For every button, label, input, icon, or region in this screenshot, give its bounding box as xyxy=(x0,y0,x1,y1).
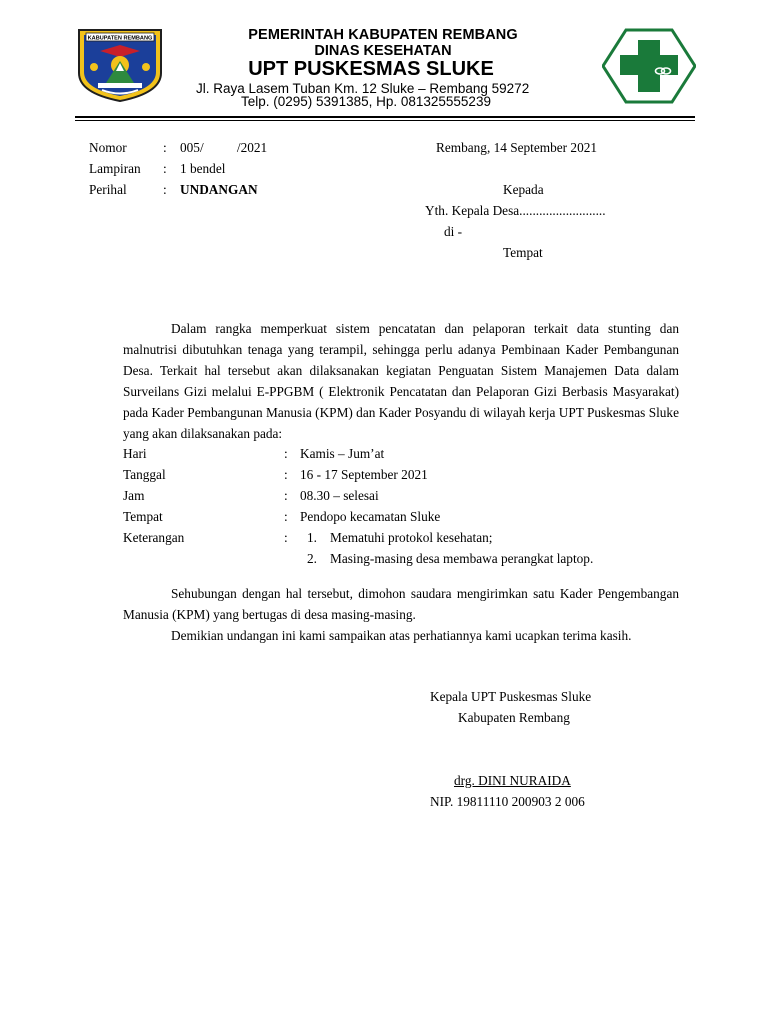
body-paragraph-1: Dalam rangka memperkuat sistem pencatatan dan pelaporan terkait data stunting dan malnutrisi dibutuhkan tenaga yang terampil, sehingga perlu adanya Pembinaan Kader Pembangunan Desa. Terkait hal tersebut akan dilaksanakan kegiatan Penguatan Sistem Manajemen Data dalam Surveilans Gizi melalui E-PPGBM ( Elektronik Pencatatan dan Pelaporan Gizi Berbasis Masyarakat) pada Kader Pembangunan Manusia (KPM) dan Kader Posyandu di wilayah kerja UPT Puskesmas Sluke yang akan dilaksanakan pada: xyxy=(123,321,679,441)
detail-value-tempat: Pendopo kecamatan Sluke xyxy=(300,509,441,524)
nomor-value: 005/ /2021 xyxy=(180,140,268,155)
signatory-title: Kepala UPT Puskesmas Sluke xyxy=(430,689,592,704)
recipient-line: Yth. Kepala Desa.......................... xyxy=(425,203,606,218)
nomor-label: Nomor xyxy=(89,140,127,155)
detail-colon: : xyxy=(284,446,288,461)
detail-value-hari: Kamis – Jum’at xyxy=(300,446,385,461)
detail-value-tanggal: 16 - 17 September 2021 xyxy=(300,467,428,482)
signatory-region: Kabupaten Rembang xyxy=(458,710,570,725)
logo-caption: KABUPATEN REMBANG xyxy=(87,35,153,42)
lampiran-value: 1 bendel xyxy=(180,161,226,176)
lampiran-label: Lampiran xyxy=(89,161,141,176)
letterhead-rule-thick xyxy=(75,116,695,118)
detail-colon: : xyxy=(284,530,288,545)
perihal-label: Perihal xyxy=(89,182,127,197)
recipient-di: di - xyxy=(444,224,463,239)
keterangan-item-number: 1. xyxy=(307,530,317,545)
body-paragraph-2: Sehubungan dengan hal tersebut, dimohon saudara mengirimkan satu Kader Pengembangan Manusia (KPM) yang bertugas di desa masing-masing. xyxy=(123,586,679,622)
perihal-value: UNDANGAN xyxy=(180,182,258,197)
letterhead-address: Jl. Raya Lasem Tuban Km. 12 Sluke – Rembang 59272 xyxy=(196,81,530,96)
detail-label-keterangan: Keterangan xyxy=(123,530,185,545)
recipient-place: Tempat xyxy=(503,245,543,260)
letterhead-rule-thin xyxy=(75,120,695,121)
nomor-colon: : xyxy=(163,140,167,155)
letter-date: Rembang, 14 September 2021 xyxy=(436,140,598,155)
lampiran-colon: : xyxy=(163,161,167,176)
detail-label-jam: Jam xyxy=(123,488,145,503)
detail-label-tempat: Tempat xyxy=(123,509,163,524)
detail-value-jam: 08.30 – selesai xyxy=(300,488,379,503)
letterhead-government: PEMERINTAH KABUPATEN REMBANG xyxy=(248,27,518,43)
keterangan-item-text: Masing-masing desa membawa perangkat laptop. xyxy=(330,551,594,566)
letterhead-institution: UPT PUSKESMAS SLUKE xyxy=(248,58,494,80)
detail-label-tanggal: Tanggal xyxy=(123,467,166,482)
detail-colon: : xyxy=(284,488,288,503)
signatory-name: drg. DINI NURAIDA xyxy=(454,773,571,788)
kepada-label: Kepada xyxy=(503,182,544,197)
detail-label-hari: Hari xyxy=(123,446,147,461)
body-paragraph-3: Demikian undangan ini kami sampaikan atas perhatiannya kami ucapkan terima kasih. xyxy=(171,628,632,643)
detail-colon: : xyxy=(284,509,288,524)
perihal-colon: : xyxy=(163,182,167,197)
letterhead-phone: Telp. (0295) 5391385, Hp. 081325555239 xyxy=(241,94,491,109)
letterhead-department: DINAS KESEHATAN xyxy=(314,43,452,59)
keterangan-item-text: Mematuhi protokol kesehatan; xyxy=(330,530,493,545)
detail-colon: : xyxy=(284,467,288,482)
signatory-nip: NIP. 19811110 200903 2 006 xyxy=(430,794,585,809)
keterangan-item-number: 2. xyxy=(307,551,317,566)
